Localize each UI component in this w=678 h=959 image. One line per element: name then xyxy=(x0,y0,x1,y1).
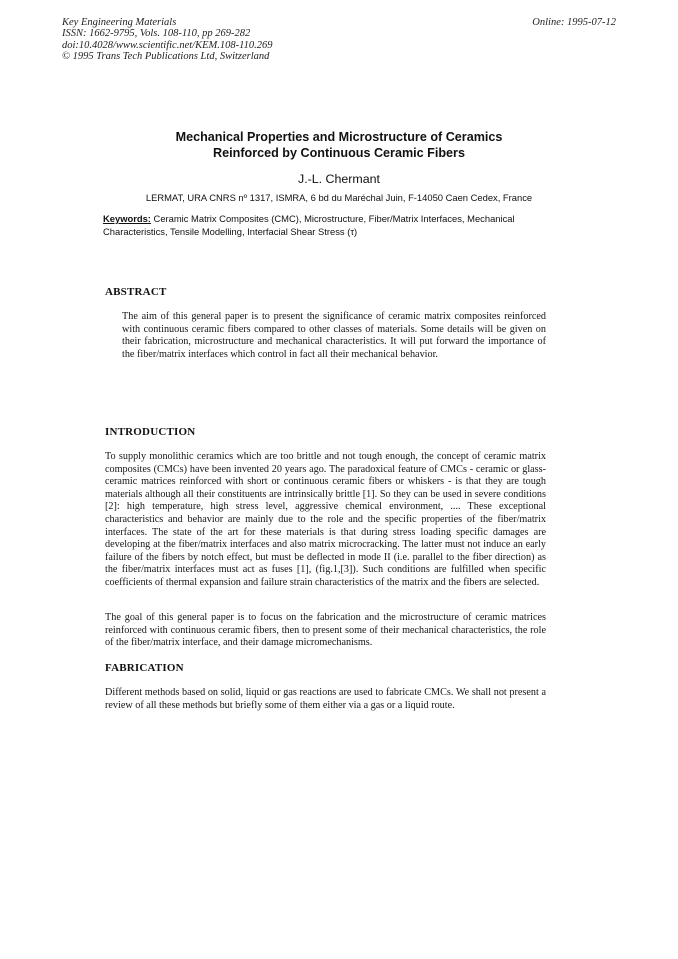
introduction-heading: INTRODUCTION xyxy=(105,426,196,438)
issn-line: ISSN: 1662-9795, Vols. 108-110, pp 269-282 xyxy=(62,28,251,40)
author-name: J.-L. Chermant xyxy=(298,172,380,186)
title-line-1: Mechanical Properties and Microstructure of Ceramics xyxy=(175,130,503,144)
keywords-block xyxy=(103,213,563,238)
keywords-label: Keywords: xyxy=(103,213,151,224)
doi-line[interactable]: doi:10.4028/www.scientific.net/KEM.108-110.269 xyxy=(62,39,273,51)
fabrication-paragraph-1: Different methods based on solid, liquid or gas reactions are used to fabricate CMCs. We shall not present a review of all these methods but briefly some of them either via a gas or a liquid route. xyxy=(105,687,546,711)
author-affiliation: LERMAT, URA CNRS nº 1317, ISMRA, 6 bd du Maréchal Juin, F-14050 Caen Cedex, France xyxy=(145,192,533,203)
fabrication-heading: FABRICATION xyxy=(105,662,184,674)
title-line-2: Reinforced by Continuous Ceramic Fibers xyxy=(213,145,465,160)
journal-header xyxy=(62,17,272,62)
abstract-heading: ABSTRACT xyxy=(105,286,167,298)
paper-title xyxy=(0,130,678,161)
journal-name: Key Engineering Materials xyxy=(62,17,177,28)
copyright-line: © 1995 Trans Tech Publications Ltd, Switzerland xyxy=(62,50,270,62)
introduction-paragraph-2: The goal of this general paper is to focus on the fabrication and the microstructure of ceramic matrices reinforced with continuous ceramic fibers, then to present some of their mechanical characteristics, the role of the fiber/matrix interface, and their damage micromechanisms. xyxy=(105,612,546,649)
keywords-text: Ceramic Matrix Composites (CMC), Microstructure, Fiber/Matrix Interfaces, Mechanical Characteristics, Tensile Modelling, Interfacial Shear Stress (τ) xyxy=(103,213,515,237)
abstract-body: The aim of this general paper is to present the significance of ceramic matrix composites reinforced with continuous ceramic fibers compared to other classes of materials. Some details will be given on their fabrication, microstructure and mechanical characteristics. It will put forward the importance of the fiber/matrix interfaces which control in fact all their mechanical behavior. xyxy=(122,311,546,360)
online-date: Online: 1995-07-12 xyxy=(532,17,616,28)
introduction-paragraph-1: To supply monolithic ceramics which are too brittle and not tough enough, the concept of ceramic matrix composites (CMCs) have been invented 20 years ago. The paradoxical feature of CMCs - ceramic or glass-ceramic matrices reinforced with short or continuous ceramic fibers or whiskers - is that they are tough materials although all their constituents are intrinsically brittle [1]. So they can be used in severe conditions [2]: high temperature, high stress level, aggressive chemical environment, .... These exceptional characteristics and behavior are mainly due to the role and the specific properties of the fiber/matrix interfaces. The state of the art for these materials is that during stress loading specific damages are developing at the fiber/matrix interfaces and also matrix microcracking. The latter must not induce an early failure of the fibers by notch effect, but must be deflected in mode II (i.e. parallel to the fiber direction) as the fiber/matrix interfaces must act as fuses [1], (fig.1,[3]). Such conditions are fulfilled when specific coefficients of thermal expansion and failure strain characteristics of the matrix and the fibers are selected. xyxy=(105,451,546,588)
